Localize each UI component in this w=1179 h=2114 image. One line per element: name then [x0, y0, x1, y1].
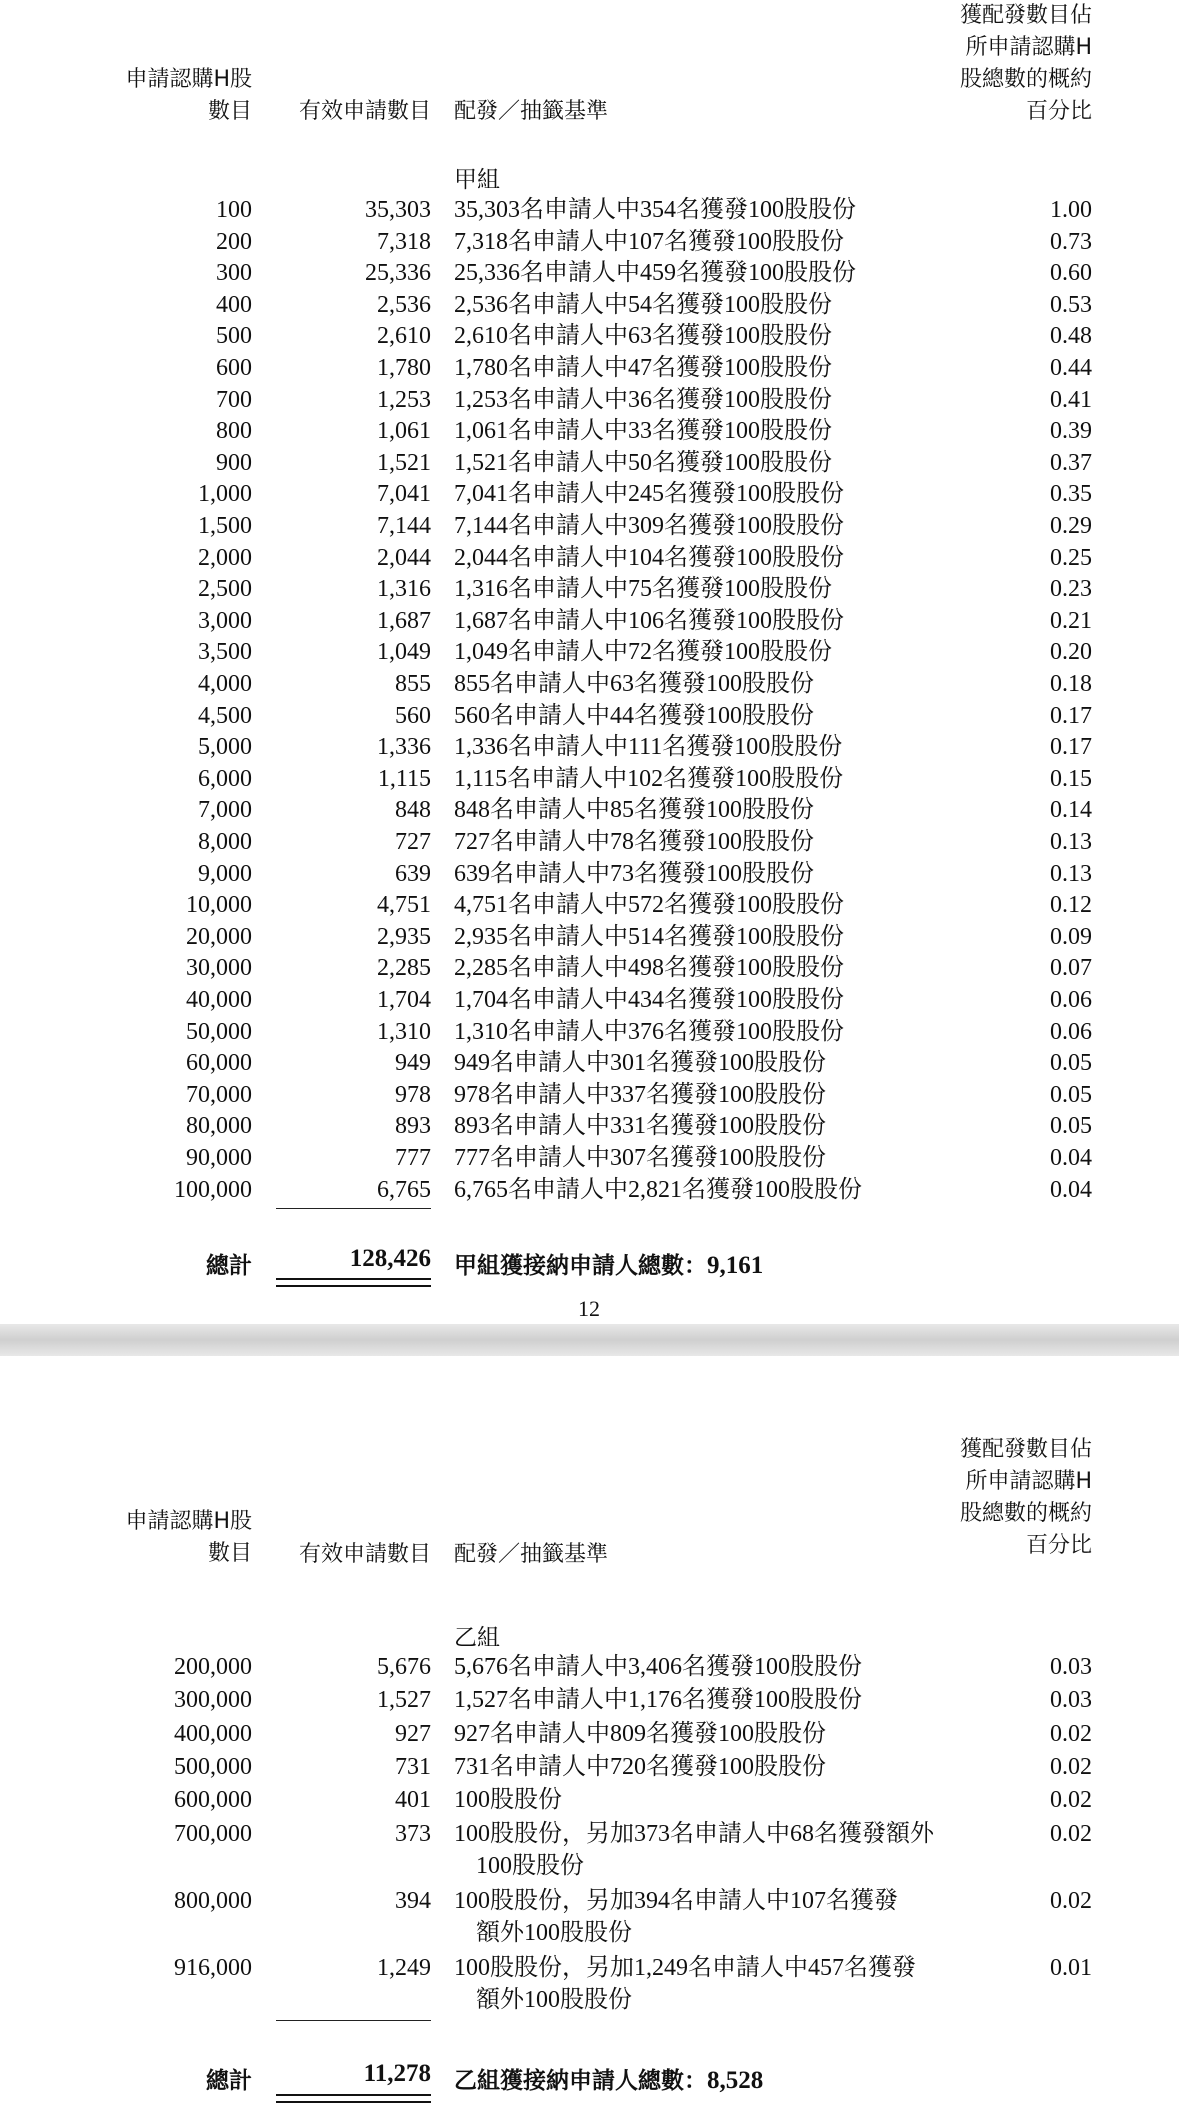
- cell-allocation-basis: 727名申請人中78名獲發100股股份: [454, 829, 814, 855]
- group-b-total-applications: 11,278: [363, 2060, 431, 2087]
- header-allocation-basis: 配發／抽籤基準: [454, 1542, 609, 1567]
- cell-percentage: 0.02: [1050, 1720, 1092, 1747]
- table-row: [0, 290, 1179, 321]
- header-valid-applications: 有效申請數目: [298, 1542, 431, 1567]
- cell-percentage: 0.48: [1050, 323, 1092, 350]
- cell-allocation-basis: 100股股份，另加1,249名申請人中457名獲發: [454, 1954, 916, 1981]
- cell-applied-shares: 900: [216, 449, 252, 476]
- cell-percentage: 0.02: [1050, 1820, 1092, 1847]
- table-row: [0, 1719, 1179, 1750]
- table-row: [0, 732, 1179, 763]
- table-row: [0, 606, 1179, 637]
- cell-applied-shares: 400: [216, 291, 252, 318]
- cell-applied-shares: 20,000: [186, 923, 252, 950]
- subtotal-rule: [276, 1208, 431, 1209]
- cell-valid-applications: 848: [395, 797, 431, 824]
- cell-allocation-basis: 6,765名申請人中2,821名獲發100股股份: [454, 1176, 862, 1203]
- cell-valid-applications: 2,610: [377, 323, 431, 350]
- table-row: [0, 1017, 1179, 1048]
- cell-valid-applications: 1,310: [377, 1018, 431, 1045]
- cell-percentage: 0.09: [1050, 923, 1092, 950]
- cell-applied-shares: 200,000: [174, 1654, 252, 1680]
- cell-valid-applications: 35,303: [365, 197, 431, 223]
- subtotal-rule: [276, 2020, 431, 2021]
- cell-allocation-basis: 1,115名申請人中102名獲發100股股份: [454, 765, 844, 792]
- table-row: [0, 859, 1179, 890]
- cell-allocation-basis: 978名申請人中337名獲發100股股份: [454, 1081, 826, 1108]
- cell-applied-shares: 100,000: [174, 1176, 252, 1203]
- cell-applied-shares: 100: [216, 197, 252, 223]
- cell-applied-shares: 300,000: [174, 1687, 252, 1714]
- cell-applied-shares: 2,000: [198, 544, 252, 571]
- table-row: [0, 1652, 1179, 1683]
- cell-applied-shares: 4,000: [198, 671, 252, 697]
- cell-valid-applications: 7,144: [377, 513, 431, 539]
- header-percentage: [960, 1434, 1092, 1562]
- table-row: [0, 795, 1179, 826]
- header-text: 百分比: [1025, 99, 1092, 124]
- cell-percentage: 0.13: [1050, 860, 1092, 887]
- table-row: [0, 701, 1179, 732]
- cell-allocation-basis: 949名申請人中301名獲發100股股份: [454, 1050, 826, 1077]
- cell-valid-applications: 373: [395, 1820, 431, 1847]
- cell-valid-applications: 1,249: [377, 1954, 431, 1981]
- table-row: [0, 385, 1179, 416]
- cell-percentage: 0.12: [1050, 892, 1092, 919]
- cell-valid-applications: 401: [395, 1787, 431, 1814]
- header-text: 股總數的概約: [959, 1501, 1092, 1526]
- cell-allocation-basis: 639名申請人中73名獲發100股股份: [454, 860, 814, 887]
- total-double-rule: [276, 1278, 431, 1287]
- header-text: 百分比: [1025, 1533, 1092, 1558]
- cell-percentage: 0.18: [1050, 671, 1092, 697]
- header-text: 申請認購H股: [125, 1509, 252, 1534]
- cell-percentage: 0.14: [1050, 797, 1092, 824]
- cell-percentage: 0.03: [1050, 1687, 1092, 1714]
- cell-valid-applications: 5,676: [377, 1654, 431, 1680]
- cell-valid-applications: 2,536: [377, 291, 431, 318]
- table-row: [0, 1819, 1179, 1850]
- cell-percentage: 0.06: [1050, 987, 1092, 1013]
- cell-applied-shares: 916,000: [174, 1954, 252, 1981]
- cell-applied-shares: 800: [216, 418, 252, 445]
- cell-allocation-basis: 560名申請人中44名獲發100股股份: [454, 702, 814, 729]
- table-row: [0, 764, 1179, 795]
- cell-percentage: 0.17: [1050, 734, 1092, 761]
- cell-percentage: 0.02: [1050, 1887, 1092, 1914]
- cell-allocation-basis: 1,336名申請人中111名獲發100股股份: [454, 734, 843, 761]
- cell-percentage: 0.15: [1050, 765, 1092, 792]
- table-row: [0, 448, 1179, 479]
- cell-applied-shares: 90,000: [186, 1145, 252, 1171]
- cell-applied-shares: 5,000: [198, 734, 252, 761]
- cell-valid-applications: 7,318: [377, 228, 431, 255]
- cell-percentage: 0.13: [1050, 829, 1092, 855]
- cell-applied-shares: 800,000: [174, 1887, 252, 1914]
- cell-allocation-basis: 5,676名申請人中3,406名獲發100股股份: [454, 1654, 862, 1680]
- cell-allocation-basis: 1,780名申請人中47名獲發100股股份: [454, 355, 832, 381]
- cell-allocation-basis: 731名申請人中720名獲發100股股份: [454, 1753, 826, 1780]
- table-row: [0, 985, 1179, 1016]
- cell-applied-shares: 40,000: [186, 987, 252, 1013]
- cell-valid-applications: 1,780: [377, 355, 431, 381]
- header-valid-applications: 有效申請數目: [298, 99, 431, 124]
- header-allocation-basis: 配發／抽籤基準: [454, 99, 609, 124]
- header-percentage: [960, 0, 1092, 128]
- cell-valid-applications: 949: [395, 1050, 431, 1077]
- total-text: 乙組獲接納申請人總數：: [454, 2068, 707, 2094]
- table-row: [0, 1785, 1179, 1816]
- cell-percentage: 0.02: [1050, 1787, 1092, 1814]
- cell-applied-shares: 80,000: [186, 1113, 252, 1140]
- cell-valid-applications: 1,115: [377, 765, 431, 792]
- cell-applied-shares: 1,500: [198, 513, 252, 539]
- cell-valid-applications: 1,687: [377, 607, 431, 634]
- table-row: [0, 258, 1179, 289]
- cell-valid-applications: 394: [395, 1887, 431, 1914]
- table-row: [0, 827, 1179, 858]
- cell-applied-shares: 9,000: [198, 860, 252, 887]
- cell-applied-shares: 3,000: [198, 607, 252, 634]
- cell-applied-shares: 700,000: [174, 1820, 252, 1847]
- cell-applied-shares: 400,000: [174, 1720, 252, 1747]
- cell-valid-applications: 1,253: [377, 386, 431, 413]
- cell-valid-applications: 1,704: [377, 987, 431, 1013]
- cell-applied-shares: 2,500: [198, 576, 252, 603]
- cell-allocation-basis: 2,044名申請人中104名獲發100股股份: [454, 544, 844, 571]
- cell-percentage: 0.29: [1050, 513, 1092, 539]
- header-applied-shares: [125, 1506, 252, 1570]
- cell-applied-shares: 30,000: [186, 955, 252, 982]
- cell-allocation-basis: 2,610名申請人中63名獲發100股股份: [454, 323, 832, 350]
- cell-allocation-basis: 2,285名申請人中498名獲發100股股份: [454, 955, 844, 982]
- cell-percentage: 0.05: [1050, 1081, 1092, 1108]
- table-row: [0, 479, 1179, 510]
- cell-valid-applications: 1,061: [377, 418, 431, 445]
- table-row: [0, 511, 1179, 542]
- cell-allocation-basis: 1,521名申請人中50名獲發100股股份: [454, 449, 832, 476]
- total-accepted-value: 9,161: [707, 1252, 764, 1279]
- table-row: [0, 1048, 1179, 1079]
- cell-allocation-basis: 7,318名申請人中107名獲發100股股份: [454, 228, 844, 255]
- cell-allocation-basis: 35,303名申請人中354名獲發100股股份: [454, 197, 856, 223]
- cell-percentage: 0.25: [1050, 544, 1092, 571]
- table-row: [0, 1111, 1179, 1142]
- cell-allocation-basis: 1,704名申請人中434名獲發100股股份: [454, 987, 844, 1013]
- total-double-rule: [276, 2094, 431, 2103]
- cell-percentage: 0.05: [1050, 1050, 1092, 1077]
- cell-valid-applications: 727: [395, 829, 431, 855]
- cell-valid-applications: 639: [395, 860, 431, 887]
- cell-valid-applications: 7,041: [377, 481, 431, 508]
- cell-allocation-basis: 1,687名申請人中106名獲發100股股份: [454, 607, 844, 634]
- total-label: 總計: [206, 2068, 252, 2094]
- cell-percentage: 0.21: [1050, 607, 1092, 634]
- cell-applied-shares: 4,500: [198, 702, 252, 729]
- table-row: [0, 1685, 1179, 1716]
- cell-allocation-basis: 25,336名申請人中459名獲發100股股份: [454, 260, 856, 287]
- cell-applied-shares: 600,000: [174, 1787, 252, 1814]
- cell-percentage: 0.44: [1050, 355, 1092, 381]
- table-row: [0, 890, 1179, 921]
- cell-percentage: 0.60: [1050, 260, 1092, 287]
- header-text: 申請認購H股: [125, 67, 252, 92]
- cell-valid-applications: 1,521: [377, 449, 431, 476]
- total-accepted-value: 8,528: [707, 2067, 764, 2094]
- cell-percentage: 1.00: [1050, 197, 1092, 223]
- cell-valid-applications: 2,285: [377, 955, 431, 982]
- cell-valid-applications: 25,336: [365, 260, 431, 287]
- cell-applied-shares: 8,000: [198, 829, 252, 855]
- table-row: [0, 195, 1179, 226]
- group-a-total-applications: 128,426: [349, 1245, 431, 1272]
- cell-valid-applications: 731: [395, 1753, 431, 1780]
- cell-percentage: 0.04: [1050, 1145, 1092, 1171]
- cell-allocation-basis: 2,935名申請人中514名獲發100股股份: [454, 923, 844, 950]
- cell-percentage: 0.03: [1050, 1654, 1092, 1680]
- cell-percentage: 0.02: [1050, 1753, 1092, 1780]
- table-row: [0, 227, 1179, 258]
- cell-applied-shares: 60,000: [186, 1050, 252, 1077]
- cell-valid-applications: 1,049: [377, 639, 431, 666]
- cell-allocation-basis-continued: 額外100股股份: [476, 1919, 632, 1946]
- cell-valid-applications: 1,316: [377, 576, 431, 603]
- cell-percentage: 0.53: [1050, 291, 1092, 318]
- cell-percentage: 0.23: [1050, 576, 1092, 603]
- cell-percentage: 0.73: [1050, 228, 1092, 255]
- cell-applied-shares: 500,000: [174, 1753, 252, 1780]
- group-b-total-accepted: [454, 2062, 763, 2095]
- table-row: [0, 1175, 1179, 1206]
- table-row: [0, 353, 1179, 384]
- table-row: [0, 321, 1179, 352]
- cell-allocation-basis: 1,316名申請人中75名獲發100股股份: [454, 576, 832, 603]
- cell-allocation-basis-continued: 額外100股股份: [476, 1986, 632, 2013]
- table-row: [0, 1752, 1179, 1783]
- table-row: [0, 543, 1179, 574]
- cell-allocation-basis: 4,751名申請人中572名獲發100股股份: [454, 892, 844, 919]
- cell-allocation-basis: 855名申請人中63名獲發100股股份: [454, 671, 814, 697]
- cell-applied-shares: 6,000: [198, 765, 252, 792]
- cell-applied-shares: 50,000: [186, 1018, 252, 1045]
- cell-applied-shares: 10,000: [186, 892, 252, 919]
- cell-applied-shares: 200: [216, 228, 252, 255]
- cell-valid-applications: 893: [395, 1113, 431, 1140]
- cell-allocation-basis: 893名申請人中331名獲發100股股份: [454, 1113, 826, 1140]
- cell-applied-shares: 600: [216, 355, 252, 381]
- cell-valid-applications: 2,935: [377, 923, 431, 950]
- header-applied-shares: [125, 64, 252, 128]
- cell-percentage: 0.01: [1050, 1954, 1092, 1981]
- table-row: [0, 953, 1179, 984]
- cell-percentage: 0.37: [1050, 449, 1092, 476]
- header-text: 所申請認購H: [965, 1469, 1092, 1494]
- cell-applied-shares: 3,500: [198, 639, 252, 666]
- document-page-13: [0, 1356, 1179, 2114]
- cell-allocation-basis: 7,144名申請人中309名獲發100股股份: [454, 513, 844, 539]
- cell-valid-applications: 777: [395, 1145, 431, 1171]
- cell-applied-shares: 7,000: [198, 797, 252, 824]
- header-text: 股總數的概約: [959, 67, 1092, 92]
- group-b-title: 乙組: [454, 1625, 500, 1651]
- group-a-title: 甲組: [454, 167, 500, 193]
- page-separator: [0, 1324, 1179, 1356]
- cell-allocation-basis: 1,310名申請人中376名獲發100股股份: [454, 1018, 844, 1045]
- table-row: [0, 922, 1179, 953]
- table-row: [0, 669, 1179, 700]
- cell-valid-applications: 2,044: [377, 544, 431, 571]
- page-number: 12: [578, 1296, 600, 1321]
- cell-valid-applications: 927: [395, 1720, 431, 1747]
- cell-allocation-basis: 1,527名申請人中1,176名獲發100股股份: [454, 1687, 862, 1714]
- cell-percentage: 0.05: [1050, 1113, 1092, 1140]
- header-text: 數目: [207, 1541, 252, 1566]
- cell-applied-shares: 70,000: [186, 1081, 252, 1108]
- cell-valid-applications: 1,336: [377, 734, 431, 761]
- cell-valid-applications: 978: [395, 1081, 431, 1108]
- cell-valid-applications: 6,765: [377, 1176, 431, 1203]
- cell-allocation-basis: 2,536名申請人中54名獲發100股股份: [454, 291, 832, 318]
- table-row: [0, 416, 1179, 447]
- cell-applied-shares: 1,000: [198, 481, 252, 508]
- cell-percentage: 0.04: [1050, 1176, 1092, 1203]
- cell-valid-applications: 560: [395, 702, 431, 729]
- cell-allocation-basis: 100股股份，另加394名申請人中107名獲發: [454, 1887, 898, 1914]
- cell-valid-applications: 4,751: [377, 892, 431, 919]
- group-a-total-accepted: [454, 1247, 763, 1280]
- cell-percentage: 0.07: [1050, 955, 1092, 982]
- cell-applied-shares: 500: [216, 323, 252, 350]
- header-text: 所申請認購H: [965, 35, 1092, 60]
- header-text: 數目: [207, 99, 252, 124]
- table-row: [0, 1886, 1179, 1917]
- table-row: [0, 1080, 1179, 1111]
- total-text: 甲組獲接納申請人總數：: [454, 1253, 707, 1279]
- header-text: 獲配發數目佔: [959, 3, 1092, 28]
- cell-allocation-basis: 100股股份，另加373名申請人中68名獲發額外: [454, 1820, 934, 1847]
- cell-allocation-basis: 1,061名申請人中33名獲發100股股份: [454, 418, 832, 445]
- cell-allocation-basis: 1,253名申請人中36名獲發100股股份: [454, 386, 832, 413]
- cell-allocation-basis-continued: 100股股份: [476, 1852, 584, 1879]
- cell-valid-applications: 855: [395, 671, 431, 697]
- cell-valid-applications: 1,527: [377, 1687, 431, 1714]
- table-row: [0, 574, 1179, 605]
- cell-percentage: 0.20: [1050, 639, 1092, 666]
- total-label: 總計: [206, 1253, 252, 1279]
- table-row: [0, 1143, 1179, 1174]
- table-row: [0, 1953, 1179, 1984]
- cell-percentage: 0.41: [1050, 386, 1092, 413]
- cell-allocation-basis: 848名申請人中85名獲發100股股份: [454, 797, 814, 824]
- cell-allocation-basis: 100股股份: [454, 1787, 562, 1814]
- cell-applied-shares: 700: [216, 386, 252, 413]
- cell-allocation-basis: 1,049名申請人中72名獲發100股股份: [454, 639, 832, 666]
- cell-percentage: 0.39: [1050, 418, 1092, 445]
- header-text: 獲配發數目佔: [959, 1437, 1092, 1462]
- cell-applied-shares: 300: [216, 260, 252, 287]
- table-row: [0, 637, 1179, 668]
- cell-percentage: 0.17: [1050, 702, 1092, 729]
- cell-allocation-basis: 7,041名申請人中245名獲發100股股份: [454, 481, 844, 508]
- cell-percentage: 0.06: [1050, 1018, 1092, 1045]
- cell-allocation-basis: 927名申請人中809名獲發100股股份: [454, 1720, 826, 1747]
- cell-percentage: 0.35: [1050, 481, 1092, 508]
- cell-allocation-basis: 777名申請人中307名獲發100股股份: [454, 1145, 826, 1171]
